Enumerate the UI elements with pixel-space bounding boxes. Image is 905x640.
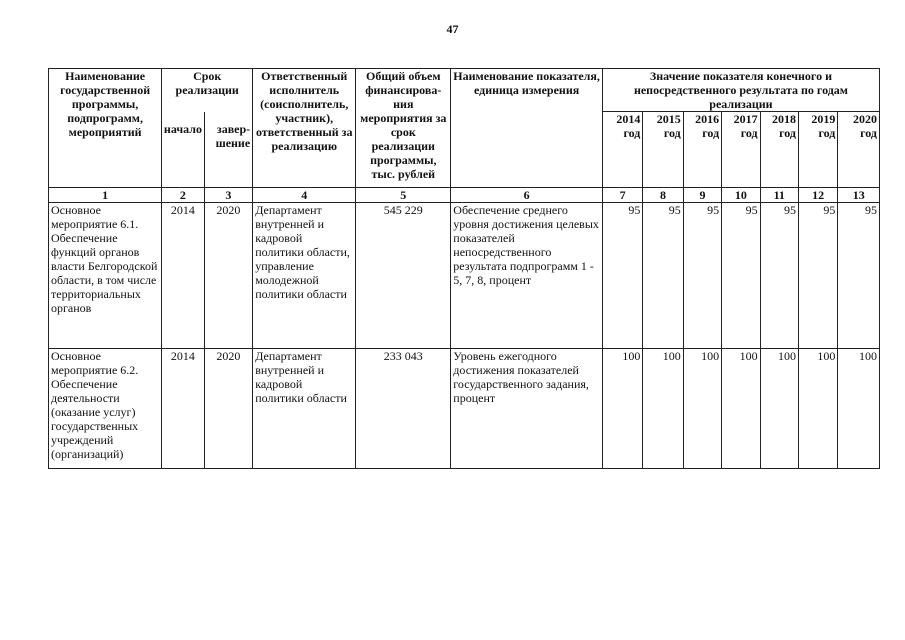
column-numbers-row: [49, 188, 880, 203]
header-year: 2020 год: [838, 112, 880, 188]
row-responsible: Департамент внутренней и кадровой политики области: [253, 349, 356, 469]
column-number: 10: [722, 188, 760, 203]
column-number: 7: [602, 188, 642, 203]
row-value: 100: [838, 349, 880, 469]
row-value: 95: [643, 203, 683, 349]
table-row: [49, 203, 880, 349]
program-table: [48, 68, 880, 469]
column-number: 9: [683, 188, 721, 203]
column-number: 4: [253, 188, 356, 203]
row-financing: 233 043: [356, 349, 451, 469]
row-value: 95: [683, 203, 721, 349]
row-indicator: Обеспечение среднего уровня достижения целевых показателей непосредственного результата подпрограмм 1 - 5, 7, 8, процент: [451, 203, 603, 349]
column-number: 2: [162, 188, 204, 203]
column-number: 5: [356, 188, 451, 203]
row-value: 100: [602, 349, 642, 469]
column-number: 13: [838, 188, 880, 203]
row-start: 2014: [162, 349, 204, 469]
header-period-end: завер-шение: [204, 112, 253, 188]
table-row: [49, 349, 880, 469]
row-financing: 545 229: [356, 203, 451, 349]
header-year: 2015 год: [643, 112, 683, 188]
row-value: 100: [798, 349, 837, 469]
column-number: 8: [643, 188, 683, 203]
row-value: 100: [722, 349, 760, 469]
header-year: 2014 год: [602, 112, 642, 188]
header-year: 2017 год: [722, 112, 760, 188]
column-number: 6: [451, 188, 603, 203]
row-value: 100: [683, 349, 721, 469]
header-period-start: начало: [162, 112, 204, 188]
column-number: 12: [798, 188, 837, 203]
row-name: Основное мероприятие 6.1. Обеспечение функций органов власти Белгородской области, в том числе территориальных органов: [49, 203, 162, 349]
row-value: 95: [798, 203, 837, 349]
row-name: Основное мероприятие 6.2. Обеспечение деятельности (оказание услуг) государственных учреждений (организаций): [49, 349, 162, 469]
row-end: 2020: [204, 349, 253, 469]
row-value: 95: [760, 203, 798, 349]
header-name: Наименование государственной программы, подпрограмм, мероприятий: [49, 69, 162, 188]
row-value: 95: [722, 203, 760, 349]
header-responsible: Ответственный исполнитель (соисполнитель, участник), ответственный за реализацию: [253, 69, 356, 188]
header-row-top: [49, 69, 880, 112]
row-value: 95: [602, 203, 642, 349]
header-period: Срок реализации: [162, 69, 253, 112]
header-year: 2016 год: [683, 112, 721, 188]
header-year: 2019 год: [798, 112, 837, 188]
header-indicator: Наименование показателя, единица измерения: [451, 69, 603, 188]
row-start: 2014: [162, 203, 204, 349]
header-values-group: Значение показателя конечного и непосредственного результата по годам реализации: [602, 69, 879, 112]
row-responsible: Департамент внутренней и кадровой политики области, управление молодежной политики области: [253, 203, 356, 349]
row-value: 95: [838, 203, 880, 349]
column-number: 11: [760, 188, 798, 203]
column-number: 1: [49, 188, 162, 203]
row-value: 100: [760, 349, 798, 469]
row-value: 100: [643, 349, 683, 469]
row-end: 2020: [204, 203, 253, 349]
header-year: 2018 год: [760, 112, 798, 188]
row-indicator: Уровень ежегодного достижения показателей государственного задания, процент: [451, 349, 603, 469]
header-financing: Общий объем финансирова-ния мероприятия за срок реализации программы, тыс. рублей: [356, 69, 451, 188]
page-number: 47: [446, 22, 459, 36]
column-number: 3: [204, 188, 253, 203]
